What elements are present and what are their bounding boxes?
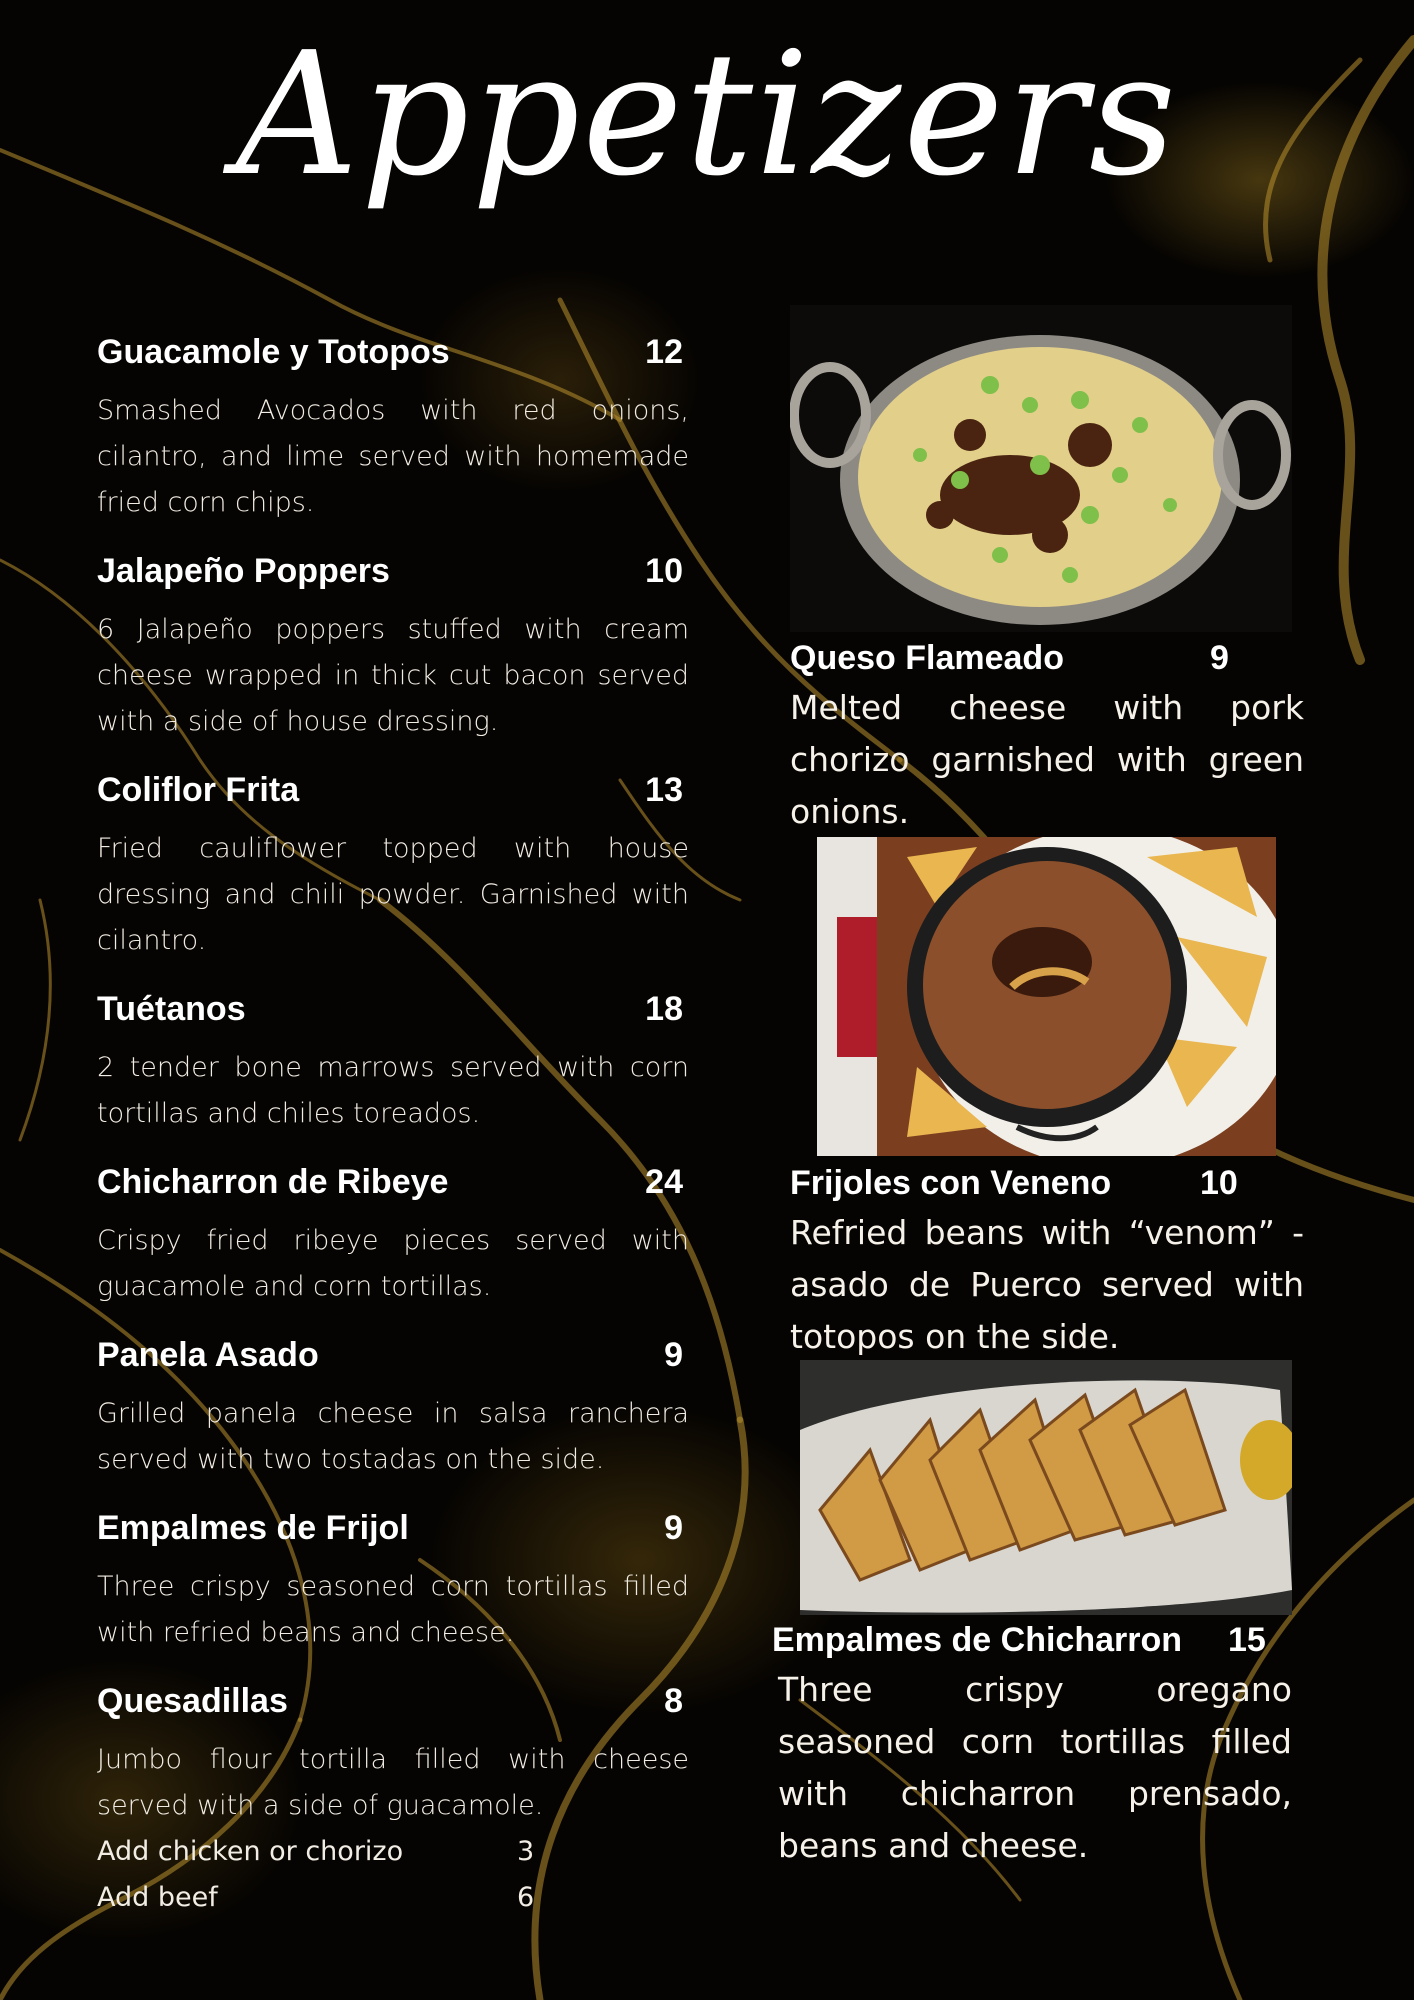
item-description: 6 Jalapeño poppers stuffed with cream cheese wrapped in thick cut bacon served with a side of house dressing. [97,614,689,737]
item-name: Chicharron de Ribeye [97,1163,449,1201]
item-name: Panela Asado [97,1336,319,1374]
addon-label: Add chicken or chorizo [97,1836,404,1867]
item-price: 18 [645,990,683,1028]
item-description: Refried beans with “venom” - asado de Puerco served with totopos on the side. [790,1213,1304,1356]
item-description: 2 tender bone marrows served with corn tortillas and chiles toreados. [97,1052,689,1129]
item-price: 9 [664,1509,683,1547]
page-title: Appetizers [235,16,1179,214]
item-price: 9 [1210,639,1229,677]
item-price: 15 [1228,1621,1266,1659]
item-description: Melted cheese with pork chorizo garnished with green onions. [790,688,1304,831]
menu-item [97,332,689,526]
addon-price: 6 [517,1882,535,1913]
item-name: Empalmes de Chicharron [772,1621,1183,1659]
addon-row [97,1829,689,1875]
item-name: Tuétanos [97,990,246,1028]
menu-item [97,1335,689,1483]
addon-row [97,1875,689,1921]
item-description: Three crispy oregano seasoned corn tortillas filled with chicharron prensado, beans and cheese. [778,1670,1292,1865]
item-name: Frijoles con Veneno [790,1164,1112,1202]
queso-flameado-photo [790,305,1292,632]
menu-item [97,770,689,964]
item-description: Jumbo flour tortilla filled with cheese served with a side of guacamole. [97,1744,689,1821]
menu-item [97,1508,689,1656]
item-price: 10 [645,552,683,590]
item-price: 8 [664,1682,683,1720]
menu-item [97,1681,689,1921]
item-description: Crispy fried ribeye pieces served with guacamole and corn tortillas. [97,1225,689,1302]
item-name: Quesadillas [97,1682,288,1720]
item-name: Jalapeño Poppers [97,552,390,590]
menu-item [790,638,1304,838]
item-description: Grilled panela cheese in salsa ranchera served with two tostadas on the side. [97,1398,689,1475]
addon-label: Add beef [97,1882,218,1913]
addon-price: 3 [517,1836,535,1867]
empalmes-photo [800,1360,1292,1615]
menu-item [97,1162,689,1310]
item-name: Guacamole y Totopos [97,333,450,371]
menu-item [97,551,689,745]
item-price: 12 [645,333,683,371]
item-price: 9 [664,1336,683,1374]
menu-item [772,1620,1292,1872]
item-price: 24 [645,1163,683,1201]
item-name: Empalmes de Frijol [97,1509,409,1547]
menu-item [97,989,689,1137]
item-name: Coliflor Frita [97,771,300,809]
menu-item [790,1163,1304,1363]
item-price: 10 [1200,1164,1238,1202]
item-description: Smashed Avocados with red onions, cilantro, and lime served with homemade fried corn chips. [97,395,689,518]
item-price: 13 [645,771,683,809]
item-description: Three crispy seasoned corn tortillas filled with refried beans and cheese. [97,1571,689,1648]
item-name: Queso Flameado [790,639,1064,677]
item-description: Fried cauliflower topped with house dressing and chili powder. Garnished with cilantro. [97,833,689,956]
frijoles-photo [817,837,1276,1156]
